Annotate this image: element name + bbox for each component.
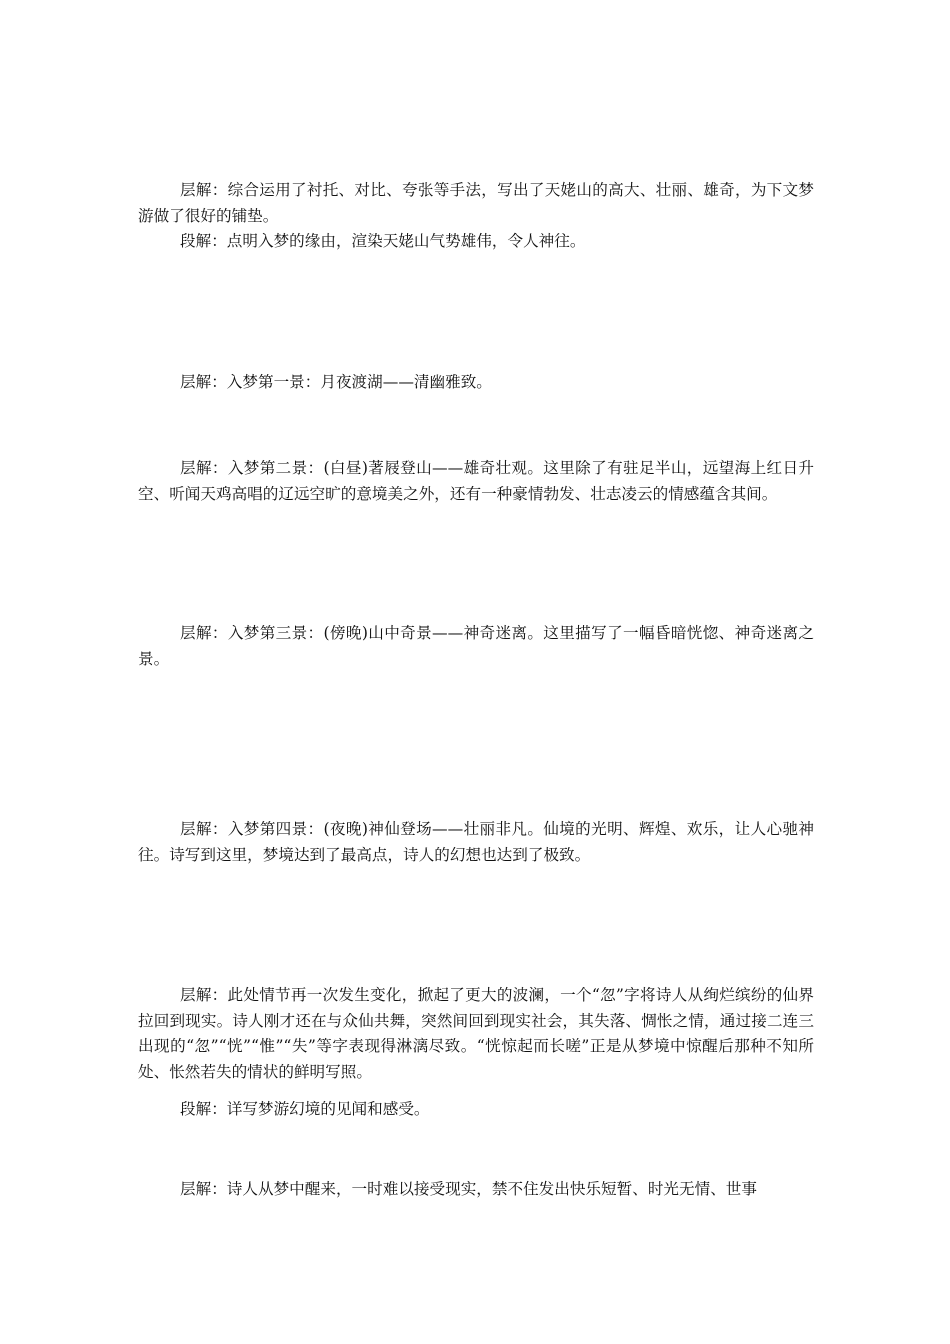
- paragraph-section-intro: 段解：点明入梦的缘由，渲染天姥山气势雄伟，令人神往。: [180, 232, 586, 250]
- paragraph-scene-one: 层解：入梦第一景：月夜渡湖——清幽雅致。: [180, 373, 492, 391]
- paragraph-scene-four: 层解：入梦第四景：(夜晚)神仙登场——壮丽非凡。仙境的光明、辉煌、欢乐，让人心驰神往。诗写到这里，梦境达到了最高点，诗人的幻想也达到了极致。: [138, 820, 814, 864]
- paragraph-layer-intro: 层解：综合运用了衬托、对比、夸张等手法，写出了天姥山的高大、壮丽、雄奇，为下文梦游做了很好的铺垫。: [138, 181, 814, 225]
- paragraph-section-dream: 段解：详写梦游幻境的见闻和感受。: [180, 1100, 430, 1118]
- paragraph-awakening: 层解：此处情节再一次发生变化，掀起了更大的波澜，一个“忽”字将诗人从绚烂缤纷的仙界拉回到现实。诗人刚才还在与众仙共舞，突然间回到现实社会，其失落、惆怅之情，通过接二连三出现的“忽”“恍”“惟”“失”等字表现得淋漓尽致。“恍惊起而长嗟”正是从梦境中惊醒后那种不知所处、怅然若失的情状的鲜明写照。: [138, 986, 814, 1081]
- paragraph-scene-three: 层解：入梦第三景：(傍晚)山中奇景——神奇迷离。这里描写了一幅昏暗恍惚、神奇迷离之景。: [138, 624, 814, 668]
- paragraph-scene-two: 层解：入梦第二景：(白昼)著屐登山——雄奇壮观。这里除了有驻足半山，远望海上红日升空、听闻天鸡高唱的辽远空旷的意境美之外，还有一种豪情勃发、壮志凌云的情感蕴含其间。: [138, 459, 814, 503]
- paragraph-reflection: 层解：诗人从梦中醒来，一时难以接受现实，禁不住发出快乐短暂、时光无情、世事: [180, 1180, 757, 1198]
